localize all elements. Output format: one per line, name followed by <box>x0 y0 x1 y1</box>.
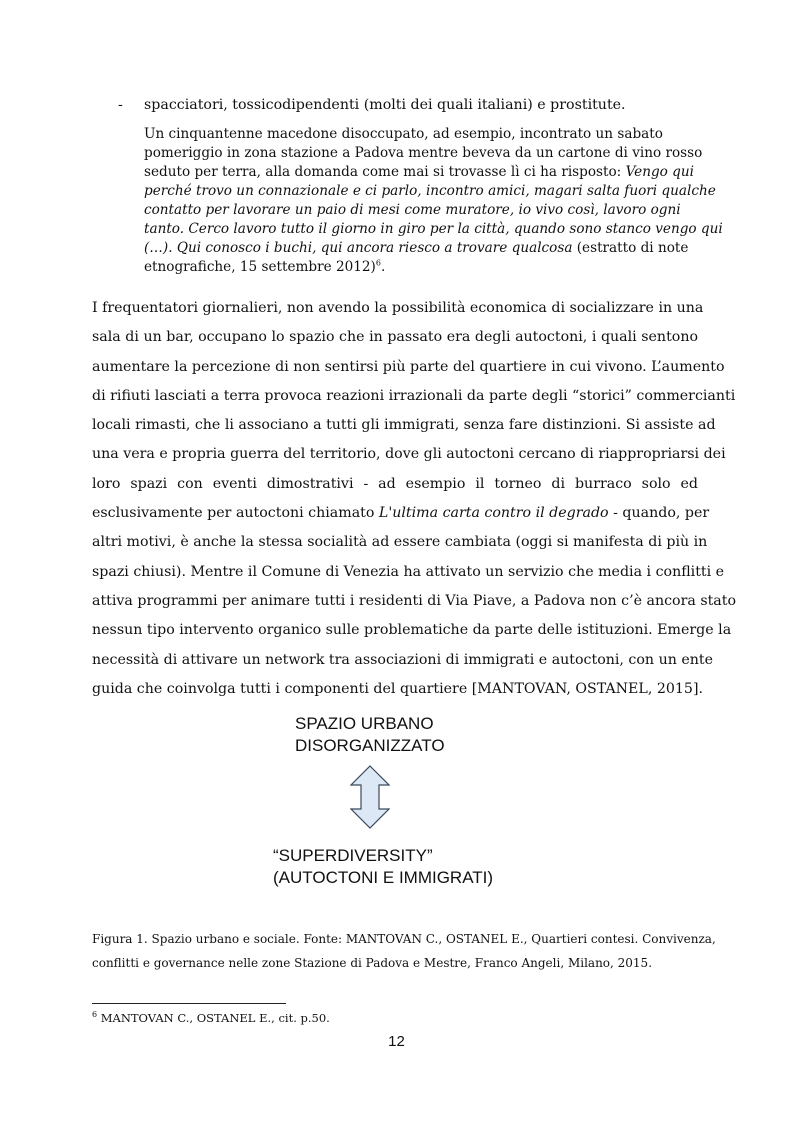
quote-italic: perché trovo un connazionale e ci parlo, incontro amici, magari salta fuori qualche <box>144 183 716 199</box>
ethnographic-quote <box>144 125 723 277</box>
paragraph-line: nessun tipo intervento organico sulle problematiche da parte delle istituzioni. Emerge la <box>92 622 732 639</box>
diagram-node-line: (AUTOCTONI E IMMIGRATI) <box>273 868 494 887</box>
figure-diagram <box>260 708 560 898</box>
double-arrow-icon <box>350 765 390 829</box>
paragraph-line: guida che coinvolga tutti i componenti del quartiere [MANTOVAN, OSTANEL, 2015]. <box>92 680 703 697</box>
quote-line <box>144 201 704 220</box>
footnote-reference[interactable]: 6 <box>375 258 381 268</box>
footnote <box>92 1010 330 1026</box>
footnote-mark: 6 <box>92 1010 98 1020</box>
body-paragraph <box>92 294 737 704</box>
paragraph-line: aumentare la percezione di non sentirsi più parte del quartiere in cui vivono. L’aumento <box>92 358 725 375</box>
bullet-dash: - <box>118 97 123 113</box>
quote-italic: (…). Qui conosco i buchi, qui ancora riesco a trovare qualcosa <box>144 240 573 256</box>
diagram-node-line: DISORGANIZZATO <box>295 736 445 755</box>
caption-line: Figura 1. Spazio urbano e sociale. Fonte: MANTOVAN C., OSTANEL E., Quartieri contesi. Convivenza, <box>92 932 716 946</box>
footnote-divider <box>92 1003 286 1004</box>
quote-line: Un cinquantenne macedone disoccupato, ad esempio, incontrato un sabato <box>144 126 663 142</box>
quote-line <box>144 163 704 182</box>
footnote-text: MANTOVAN C., OSTANEL E., cit. p.50. <box>97 1011 330 1025</box>
paragraph-line: spazi chiusi). Mentre il Comune di Venezia ha attivato un servizio che media i conflitti e <box>92 563 725 580</box>
quote-line <box>144 182 716 201</box>
paragraph-line: una vera e propria guerra del territorio, dove gli autoctoni cercano di riappropriarsi dei <box>92 446 726 463</box>
paragraph-line: attiva programmi per animare tutti i residenti di Via Piave, a Padova non c’è ancora stato <box>92 592 737 609</box>
page-number: 12 <box>388 1033 405 1050</box>
quote-text: . <box>380 259 386 275</box>
paragraph-line: sala di un bar, occupano lo spazio che in passato era degli autoctoni, i quali sentono <box>92 329 698 346</box>
bullet-text: spacciatori, tossicodipendenti (molti dei quali italiani) e prostitute. <box>144 97 626 113</box>
paragraph-line: locali rimasti, che li associano a tutti gli immigrati, senza fare distinzioni. Si assiste ad <box>92 417 716 434</box>
diagram-node-line: SPAZIO URBANO <box>295 714 434 733</box>
quote-italic: contatto per lavorare un paio di mesi come muratore, io vivo così, lavoro ogni <box>144 202 681 218</box>
paragraph-line <box>92 499 710 528</box>
paragraph-line: loro spazi con eventi dimostrativi - ad esempio il torneo di burraco solo ed <box>92 475 698 492</box>
caption-line: conflitti e governance nelle zone Stazione di Padova e Mestre, Franco Angeli, Milano, 2015. <box>92 956 653 970</box>
paragraph-line: di rifiuti lasciati a terra provoca reazioni irrazionali da parte degli “storici” commercianti <box>92 387 736 404</box>
quote-italic: tanto. Cerco lavoro tutto il giorno in giro per la città, quando sono stanco vengo qui <box>144 221 723 237</box>
paragraph-line: necessità di attivare un network tra associazioni di immigrati e autoctoni, con un ente <box>92 651 713 668</box>
quote-line <box>144 258 704 277</box>
quote-line <box>144 220 723 239</box>
figure-caption <box>92 927 716 975</box>
diagram-node-line: “SUPERDIVERSITY” <box>273 846 433 865</box>
quote-line <box>144 239 704 258</box>
event-title: L'ultima carta contro il degrado <box>378 505 609 522</box>
paragraph-text: esclusivamente per autoctoni chiamato <box>92 505 379 522</box>
quote-line: pomeriggio in zona stazione a Padova mentre beveva da un cartone di vino rosso <box>144 145 703 161</box>
paragraph-text: - quando, per <box>608 505 710 522</box>
quote-text: (estratto di note <box>572 240 689 256</box>
diagram-node-superdiversity <box>273 845 493 889</box>
paragraph-line: altri motivi, è anche la stessa socialità ad essere cambiata (oggi si manifesta di più in <box>92 534 708 551</box>
quote-text: etnografiche, 15 settembre 2012) <box>144 259 376 275</box>
quote-italic: Vengo qui <box>625 164 694 180</box>
paragraph-line: I frequentatori giornalieri, non avendo la possibilità economica di socializzare in una <box>92 300 704 316</box>
quote-text: seduto per terra, alla domanda come mai si trovasse lì ci ha risposto: <box>144 164 626 180</box>
diagram-node-urban-space <box>295 713 445 757</box>
